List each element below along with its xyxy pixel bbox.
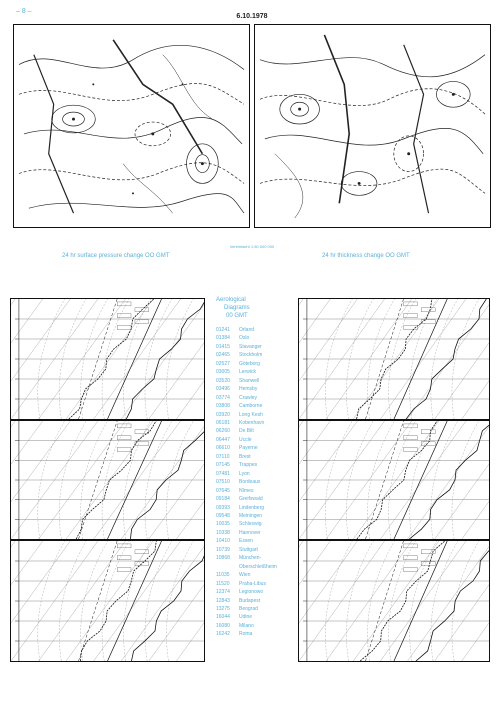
station-name: Orland bbox=[239, 327, 255, 333]
station-name: Udine bbox=[239, 614, 253, 621]
station-name: Hannover bbox=[239, 529, 261, 536]
aerological-diagram bbox=[10, 298, 205, 420]
station-item bbox=[216, 563, 277, 571]
station-name: Budapest bbox=[239, 597, 261, 604]
station-name: Hemsby bbox=[239, 386, 258, 393]
station-code: 06610 bbox=[216, 445, 230, 452]
station-code: 10868 bbox=[216, 555, 230, 562]
station-code: 09393 bbox=[216, 504, 230, 511]
station-item bbox=[216, 351, 277, 359]
aerological-title bbox=[216, 296, 250, 320]
station-name: Wien bbox=[239, 572, 251, 579]
station-item bbox=[216, 394, 277, 402]
aerological-title-line: Diagrams bbox=[224, 305, 250, 311]
station-item bbox=[216, 461, 277, 469]
station-name: Long Kesh bbox=[239, 411, 263, 418]
station-item bbox=[216, 411, 277, 419]
station-item bbox=[216, 571, 277, 579]
station-list bbox=[216, 326, 277, 639]
station-item bbox=[216, 444, 277, 452]
station-name: Stuttgart bbox=[239, 546, 258, 553]
station-item bbox=[216, 377, 277, 385]
station-item bbox=[216, 326, 277, 334]
station-name: Schleswig bbox=[239, 521, 262, 528]
station-item bbox=[216, 334, 277, 342]
station-code: 07510 bbox=[216, 479, 230, 486]
station-code: 03920 bbox=[216, 411, 230, 418]
station-item bbox=[216, 613, 277, 621]
station-name: Brest bbox=[239, 453, 251, 460]
station-code: 10410 bbox=[216, 538, 230, 545]
station-item bbox=[216, 470, 277, 478]
station-item bbox=[216, 453, 277, 461]
station-item bbox=[216, 512, 277, 520]
station-name: Milano bbox=[239, 622, 254, 629]
station-code: 16080 bbox=[216, 622, 230, 629]
station-item bbox=[216, 402, 277, 410]
station-code: 06181 bbox=[216, 419, 230, 426]
aerological-diagram bbox=[298, 540, 490, 662]
station-item bbox=[216, 605, 277, 613]
thickness-change-map bbox=[254, 24, 491, 228]
station-code: 02465 bbox=[216, 352, 230, 359]
pressure-change-map bbox=[13, 24, 250, 228]
station-name: Oberschleißheim bbox=[239, 563, 277, 570]
station-name: Stavanger bbox=[239, 343, 262, 350]
station-name: Lyon bbox=[239, 470, 250, 477]
station-code: 07145 bbox=[216, 462, 230, 469]
station-name: Essen bbox=[239, 538, 253, 545]
station-item bbox=[216, 554, 277, 562]
station-item bbox=[216, 504, 277, 512]
station-name: Nîmes bbox=[239, 487, 254, 494]
station-name: Praha-Libus bbox=[239, 580, 266, 587]
station-name: München- bbox=[239, 555, 262, 562]
station-name: Crawley bbox=[239, 394, 258, 401]
page-number: – 8 – bbox=[16, 8, 32, 15]
station-code: 11035 bbox=[216, 572, 230, 579]
station-item bbox=[216, 487, 277, 495]
station-item bbox=[216, 630, 277, 638]
station-code: 06260 bbox=[216, 428, 230, 435]
station-code: 09548 bbox=[216, 512, 230, 519]
station-code: 09184 bbox=[216, 496, 230, 503]
station-code: 03808 bbox=[216, 403, 230, 410]
station-item bbox=[216, 580, 277, 588]
station-code: 07110 bbox=[216, 453, 230, 460]
station-code: 01415 bbox=[216, 343, 230, 350]
station-item bbox=[216, 419, 277, 427]
aerological-diagram bbox=[298, 420, 490, 540]
station-code: 16044 bbox=[216, 614, 230, 621]
station-name: De Bilt bbox=[239, 428, 254, 435]
aerological-diagram bbox=[298, 298, 490, 420]
station-item bbox=[216, 588, 277, 596]
station-name: Greifswald bbox=[239, 496, 263, 503]
station-item bbox=[216, 343, 277, 351]
station-item bbox=[216, 385, 277, 393]
station-name: Lindenberg bbox=[239, 504, 265, 511]
map-scale-note: Vereinfacht 1:50 000 000 bbox=[229, 244, 275, 249]
station-item bbox=[216, 368, 277, 376]
station-code: 11520 bbox=[216, 580, 230, 587]
aerological-diagram bbox=[10, 540, 205, 662]
station-item bbox=[216, 427, 277, 435]
station-code: 12843 bbox=[216, 597, 230, 604]
station-code: 01384 bbox=[216, 335, 230, 342]
station-item bbox=[216, 360, 277, 368]
station-item bbox=[216, 495, 277, 503]
station-code: 07645 bbox=[216, 487, 230, 494]
station-name: Göteborg bbox=[239, 360, 260, 367]
station-item bbox=[216, 436, 277, 444]
station-code: 02527 bbox=[216, 360, 230, 367]
page-date: 6.10.1978 bbox=[236, 13, 268, 20]
station-code: 03005 bbox=[216, 369, 230, 376]
station-code: 10035 bbox=[216, 521, 230, 528]
station-name: Uccle bbox=[239, 436, 252, 443]
station-name: Stockholm bbox=[239, 352, 263, 359]
aerological-title-line: Aerological bbox=[216, 297, 246, 303]
station-item bbox=[216, 546, 277, 554]
station-name: Kobenhavn bbox=[239, 419, 265, 426]
station-name: Payerne bbox=[239, 445, 258, 452]
station-item bbox=[216, 537, 277, 545]
station-code: 03774 bbox=[216, 394, 230, 401]
station-item bbox=[216, 478, 277, 486]
station-name: Shanwell bbox=[239, 377, 260, 384]
station-name: Beograd bbox=[239, 605, 258, 612]
station-name: Oslo bbox=[239, 335, 250, 342]
station-code: 16242 bbox=[216, 631, 230, 638]
station-item bbox=[216, 597, 277, 605]
station-code: 10739 bbox=[216, 546, 230, 553]
aerological-title-line: 00 GMT bbox=[226, 313, 248, 319]
station-name: Trappes bbox=[239, 462, 258, 469]
pressure-change-caption: 24 hr surface pressure change OO GMT bbox=[62, 253, 170, 259]
station-code: 07481 bbox=[216, 470, 230, 477]
station-name: Bordeaux bbox=[239, 479, 261, 486]
station-code: 13275 bbox=[216, 605, 230, 612]
station-name: Roma bbox=[239, 631, 253, 638]
station-name: Lerwick bbox=[239, 369, 256, 376]
station-code: 12374 bbox=[216, 589, 230, 596]
station-code: 10338 bbox=[216, 529, 230, 536]
station-code: 03520 bbox=[216, 377, 230, 384]
aerological-diagram bbox=[10, 420, 205, 540]
station-code: 06447 bbox=[216, 436, 230, 443]
station-code: 03496 bbox=[216, 386, 230, 393]
station-name: Camborne bbox=[239, 403, 263, 410]
station-name: Meiningen bbox=[239, 512, 263, 519]
thickness-change-caption: 24 hr thickness change OO GMT bbox=[322, 253, 410, 259]
station-code: 01241 bbox=[216, 327, 230, 333]
station-item bbox=[216, 622, 277, 630]
station-name: Legionowo bbox=[239, 589, 264, 596]
station-item bbox=[216, 529, 277, 537]
station-item bbox=[216, 520, 277, 528]
